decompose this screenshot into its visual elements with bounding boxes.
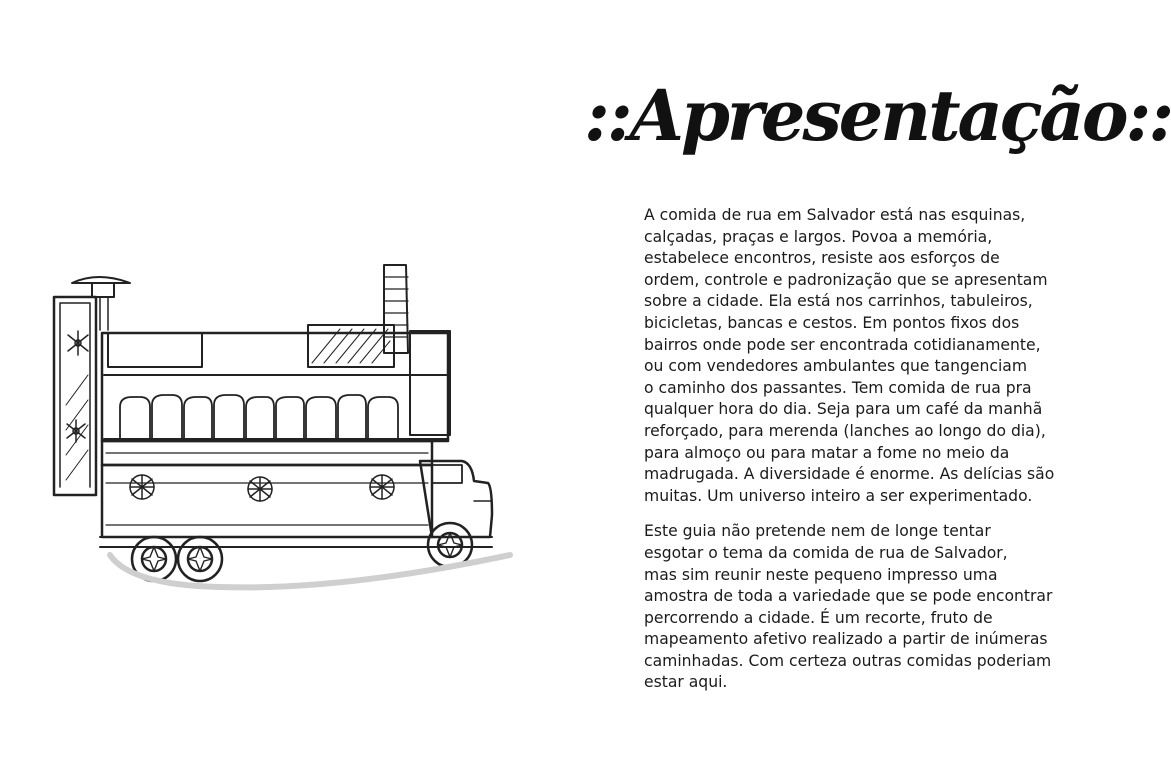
text-line: estabelece encontros, resiste aos esforços de [644, 249, 1000, 268]
text-line: mas sim reunir neste pequeno impresso uma [644, 565, 998, 584]
text-line: reforçado, para merenda (lanches ao longo do dia), [644, 421, 1046, 440]
text-line: amostra de toda a variedade que se pode encontrar [644, 587, 1053, 606]
text-line: caminhadas. Com certeza outras comidas poderiam [644, 651, 1052, 670]
presentation-text [644, 205, 1074, 694]
text-line: estar aqui. [644, 673, 728, 692]
text-line: Este guia não pretende nem de longe tentar [644, 522, 991, 541]
text-line: mapeamento afetivo realizado a partir de inúmeras [644, 630, 1048, 649]
text-line: bairros onde pode ser encontrada cotidianamente, [644, 335, 1041, 354]
text-line: muitas. Um universo inteiro a ser experimentado. [644, 486, 1033, 505]
paragraph-intro [644, 205, 1074, 507]
text-line: sobre a cidade. Ela está nos carrinhos, tabuleiros, [644, 292, 1033, 311]
text-line: calçadas, praças e largos. Povoa a memória, [644, 227, 993, 246]
text-line: para almoço ou para matar a fome no meio da [644, 443, 1010, 462]
text-line: o caminho dos passantes. Tem comida de rua pra [644, 378, 1032, 397]
text-line: esgotar o tema da comida de rua de Salvador, [644, 543, 1008, 562]
food-truck-illustration [40, 255, 510, 615]
page-title: ::Apresentação:: [584, 74, 1171, 157]
text-line: qualquer hora do dia. Seja para um café da manhã [644, 400, 1043, 419]
text-line: A comida de rua em Salvador está nas esquinas, [644, 206, 1026, 224]
text-line: bicicletas, bancas e cestos. Em pontos fixos dos [644, 313, 1020, 332]
food-cart-sketch-icon [40, 255, 510, 615]
paragraph-guide [644, 521, 1074, 694]
text-line: ou com vendedores ambulantes que tangenciam [644, 357, 1028, 376]
text-line: madrugada. A diversidade é enorme. As delícias são [644, 465, 1055, 484]
text-line: percorrendo a cidade. É um recorte, fruto de [644, 608, 993, 627]
text-line: ordem, controle e padronização que se apresentam [644, 270, 1048, 289]
